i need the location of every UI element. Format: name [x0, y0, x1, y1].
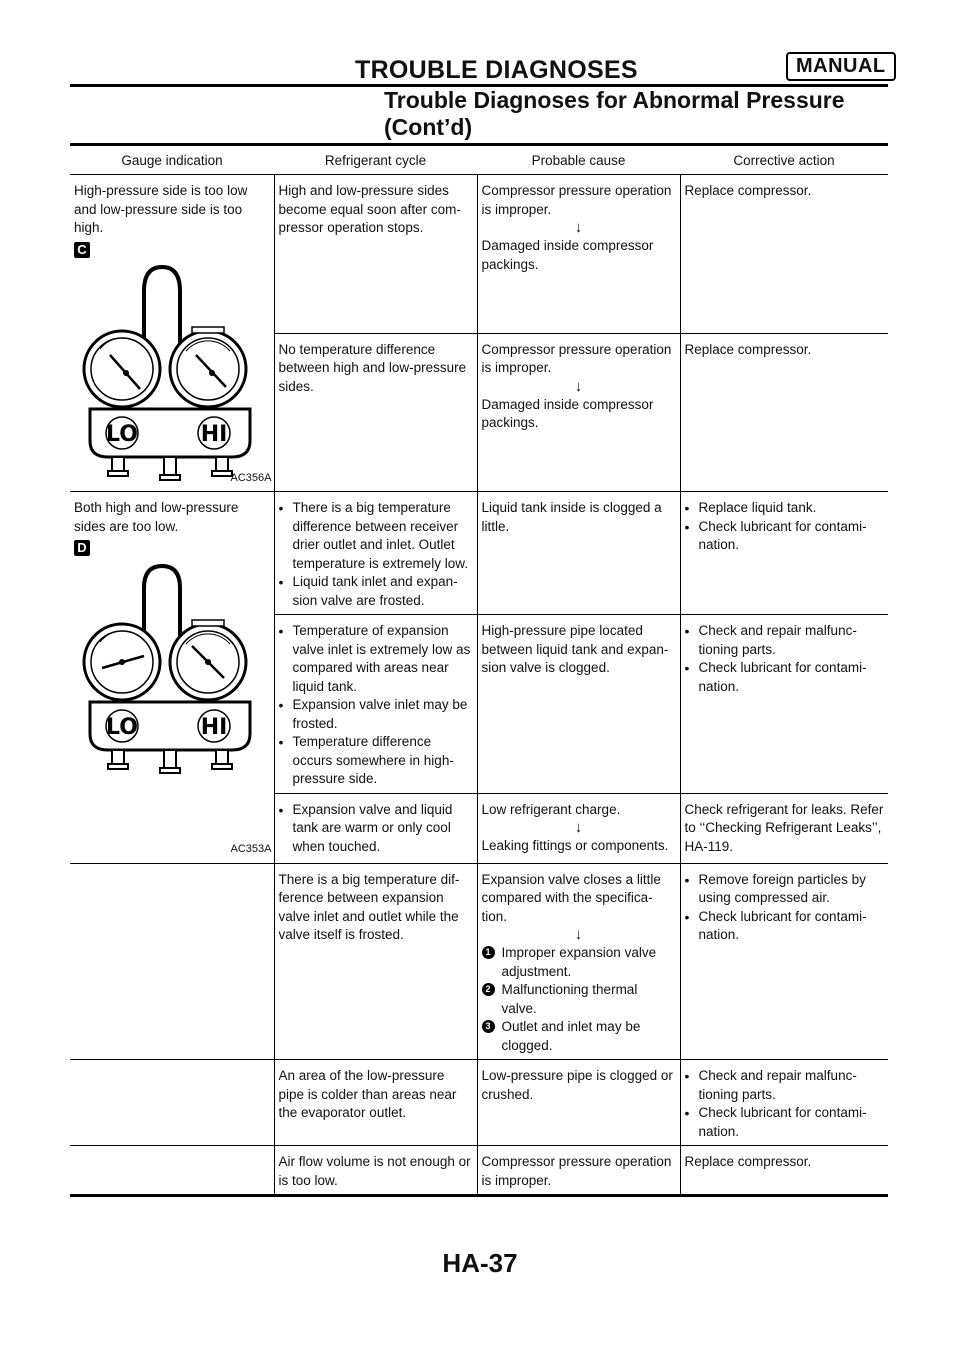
- down-arrow-icon: ↓: [574, 819, 583, 836]
- probable-cause-cell: [477, 863, 680, 1060]
- table-row: [70, 1060, 888, 1146]
- figure-code: AC356A: [230, 471, 272, 484]
- probable-cause-cell: High-pressure pipe located between liquid tank and expan-sion valve is clogged.: [477, 615, 680, 794]
- probable-cause-cell: [477, 175, 680, 334]
- cause-text: Damaged inside compressor packings.: [481, 396, 654, 430]
- refrigerant-cycle-cell: An area of the low-pressure pipe is colder than areas near the evaporator outlet.: [274, 1060, 477, 1146]
- corrective-action-cell: [680, 615, 888, 794]
- col-header-cause: Probable cause: [477, 145, 680, 175]
- bullet-item: • Check and repair malfunc-tioning parts.: [685, 622, 885, 659]
- probable-cause-cell: Liquid tank inside is clogged a little.: [477, 492, 680, 615]
- col-header-action: Corrective action: [680, 145, 888, 175]
- down-arrow-icon: ↓: [574, 377, 583, 395]
- gauge-indication-continuation: [70, 1060, 274, 1146]
- bullet-item: • There is a big temperature difference between receiver drier outlet and inlet. Outlet temperature is extremely low.: [279, 499, 473, 573]
- refrigerant-cycle-cell: [274, 793, 477, 863]
- numbered-item-text: Improper expansion valve adjustment.: [501, 945, 657, 979]
- col-header-gauge: Gauge indication: [70, 145, 274, 175]
- cause-text: Low refrigerant charge.: [481, 801, 621, 817]
- probable-cause-cell: [477, 793, 680, 863]
- gauge-lo-label: LO: [106, 714, 138, 740]
- table-row: [70, 175, 888, 334]
- cause-text: Compressor pressure operation is improper.: [481, 183, 672, 217]
- gauge-indication-cell-c: [70, 175, 274, 492]
- gauge-indication-text: Both high and low-pressure sides are too low.: [74, 500, 239, 534]
- numbered-item-text: Malfunctioning thermal valve.: [501, 982, 638, 1016]
- figure-code: AC353A: [230, 843, 272, 855]
- down-arrow-icon: ↓: [574, 219, 583, 236]
- manifold-gauge-figure-c: [82, 261, 258, 487]
- page-subtitle: [384, 87, 845, 141]
- number-1-icon: 1: [482, 946, 495, 959]
- refrigerant-cycle-cell: [274, 492, 477, 615]
- section-title: TROUBLE DIAGNOSES: [355, 56, 638, 84]
- bullet-item: • Replace liquid tank.: [685, 499, 885, 518]
- refrigerant-cycle-cell: No temperature difference between high and low-pressure sides.: [274, 333, 477, 492]
- gauge-hi-label: HI: [200, 714, 228, 740]
- bullet-item: • Temperature difference occurs somewhere in high-pressure side.: [279, 733, 473, 789]
- probable-cause-cell: Compressor pressure operation is improper.: [477, 1146, 680, 1196]
- manifold-gauge-figure-d: [82, 560, 258, 778]
- refrigerant-cycle-cell: High and low-pressure sides become equal soon after com-pressor operation stops.: [274, 175, 477, 334]
- subtitle-line-1: Trouble Diagnoses for Abnormal Pressure: [384, 87, 845, 113]
- gauge-hi-label: HI: [200, 422, 228, 447]
- gauge-indication-cell-d: [70, 492, 274, 864]
- numbered-item: [482, 981, 676, 1018]
- subtitle-line-2: (Cont’d): [384, 114, 473, 140]
- corrective-action-cell: Check refrigerant for leaks. Refer to ‘‘Checking Refrigerant Leaks’’, HA-119.: [680, 793, 888, 863]
- bullet-item: • Check lubricant for contami-nation.: [685, 659, 885, 696]
- corrective-action-cell: [680, 1060, 888, 1146]
- probable-cause-cell: [477, 333, 680, 492]
- bullet-item: • Check lubricant for contami-nation.: [685, 518, 885, 555]
- refrigerant-cycle-cell: [274, 615, 477, 794]
- table-header-row: [70, 145, 888, 175]
- bullet-item: • Check and repair malfunc-tioning parts.: [685, 1067, 885, 1104]
- marker-d: D: [74, 540, 90, 556]
- corrective-action-cell: [680, 492, 888, 615]
- corrective-action-cell: Replace compressor.: [680, 175, 888, 334]
- manual-badge: MANUAL: [786, 52, 896, 81]
- bullet-item: • Liquid tank inlet and expan-sion valve are frosted.: [279, 573, 473, 610]
- gauge-indication-continuation: [70, 863, 274, 1060]
- corrective-action-cell: [680, 863, 888, 1060]
- table-row: [70, 492, 888, 615]
- marker-c: C: [74, 242, 90, 258]
- gauge-lo-label: LO: [106, 422, 138, 447]
- cause-text: Damaged inside compressor packings.: [481, 238, 654, 272]
- bullet-item: • Temperature of expansion valve inlet is extremely low as compared with areas near liquid tank.: [279, 622, 473, 696]
- gauge-indication-text: High-pressure side is too low and low-pressure side is too high.: [74, 183, 248, 235]
- diagnosis-table-wrapper: [70, 143, 888, 1197]
- number-3-icon: 3: [482, 1020, 495, 1033]
- cause-text: Expansion valve closes a little compared with the specifica-tion.: [481, 871, 661, 924]
- col-header-cycle: Refrigerant cycle: [274, 145, 477, 175]
- refrigerant-cycle-cell: There is a big temperature dif-ference between expansion valve inlet and outlet while the valve itself is frosted.: [274, 863, 477, 1060]
- numbered-item: [482, 1018, 676, 1055]
- down-arrow-icon: ↓: [574, 926, 583, 943]
- bullet-item: • Remove foreign particles by using compressed air.: [685, 871, 885, 908]
- table-row: [70, 863, 888, 1060]
- numbered-item: [482, 944, 676, 981]
- bullet-item: • Check lubricant for contami-nation.: [685, 908, 885, 945]
- number-2-icon: 2: [482, 983, 495, 996]
- numbered-item-text: Outlet and inlet may be clogged.: [501, 1019, 641, 1053]
- bullet-item: • Expansion valve and liquid tank are warm or only cool when touched.: [279, 801, 473, 857]
- corrective-action-cell: Replace compressor.: [680, 1146, 888, 1196]
- table-row: [70, 1146, 888, 1196]
- cause-text: Compressor pressure operation is improper.: [481, 341, 672, 375]
- diagnosis-table: [70, 143, 888, 1197]
- probable-cause-cell: Low-pressure pipe is clogged or crushed.: [477, 1060, 680, 1146]
- corrective-action-cell: Replace compressor.: [680, 333, 888, 492]
- page-number: HA-37: [442, 1248, 518, 1278]
- cause-text: Leaking fittings or components.: [481, 838, 669, 853]
- bullet-item: • Expansion valve inlet may be frosted.: [279, 696, 473, 733]
- bullet-item: • Check lubricant for contami-nation.: [685, 1104, 885, 1141]
- refrigerant-cycle-cell: Air flow volume is not enough or is too low.: [274, 1146, 477, 1196]
- gauge-indication-continuation: [70, 1146, 274, 1196]
